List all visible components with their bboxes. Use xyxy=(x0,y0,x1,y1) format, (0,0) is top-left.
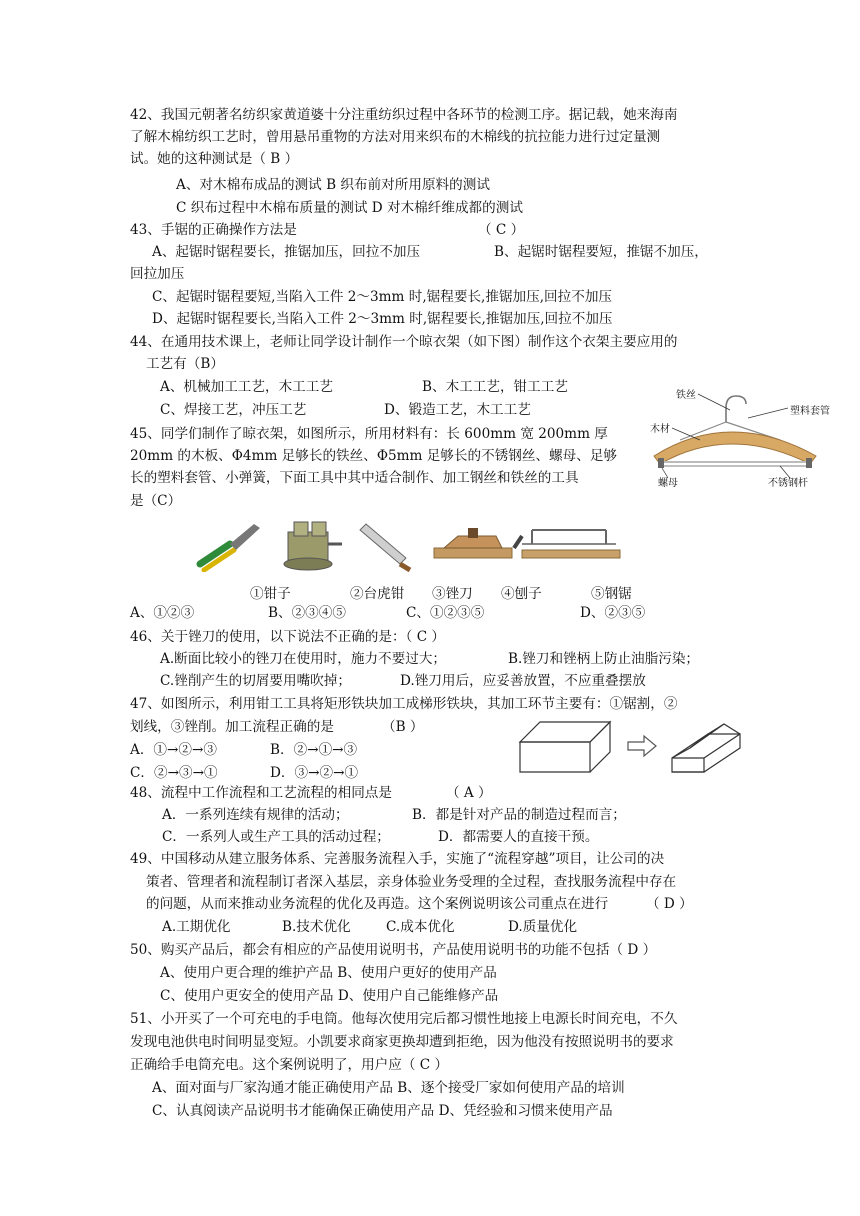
q46-option-a: A.断面比较小的锉刀在使用时，施力不要过大； xyxy=(160,651,447,667)
q43-option-a: A、起锯时锯程要长，推锯加压，回拉不加压 xyxy=(152,244,421,260)
rectangular-block-icon xyxy=(520,722,610,772)
tool-label-plane: ④刨子 xyxy=(501,586,542,602)
bench-vise-icon xyxy=(284,522,342,570)
q43-option-d: D、起锯时锯程要长,当陷入工件 2～3mm 时,锯程要长,推锯加压,回拉不加压 xyxy=(152,311,613,327)
q45-line-3: 长的塑料套管、小弹簧，下面工具中其中适合制作、加工钢丝和铁丝的工具 xyxy=(130,470,579,486)
q44-option-d: D、锻造工艺，木工工艺 xyxy=(384,402,531,418)
q49-line-3: 的问题，从而来推动业务流程的优化及再造。这个案例说明该公司重点在进行 xyxy=(146,896,609,912)
q44-option-b: B、木工工艺，钳工工艺 xyxy=(422,379,568,395)
q48-option-d: D．都需要人的直接干预。 xyxy=(438,829,599,845)
q47-option-b: B．②→①→③ xyxy=(270,742,358,758)
q47-option-c: C．②→③→① xyxy=(130,765,218,781)
q45-option-a: A、①②③ xyxy=(130,605,195,621)
q45-option-d: D、②③⑤ xyxy=(580,605,646,621)
file-tool-icon xyxy=(360,524,410,570)
q47-answer: （B ） xyxy=(382,719,424,735)
q49-answer: （ D ） xyxy=(646,896,693,912)
q50-options-cd: C、使用户更安全的使用产品 D、使用户自己能维修产品 xyxy=(160,988,499,1004)
q42-options-cd: C 织布过程中木棉布质量的测试 D 对木棉纤维成都的测试 xyxy=(176,200,523,216)
q45-line-2: 20mm 的木板、Φ4mm 足够长的铁丝、Φ5mm 足够长的不锈钢丝、螺母、足够 xyxy=(130,448,618,464)
q48-option-c: C．一系列人或生产工具的活动过程； xyxy=(162,829,390,845)
pliers-icon xyxy=(200,524,260,570)
q48-answer: （ A ） xyxy=(446,785,492,801)
tool-label-pliers: ①钳子 xyxy=(250,586,291,602)
q48-option-b: B．都是针对产品的制造过程而言； xyxy=(412,807,626,823)
q42-line-3: 试。她的这种测试是（ B ） xyxy=(130,151,299,167)
q46-option-c: C.锉削产生的切屑要用嘴吹掉； xyxy=(160,673,351,689)
q49-line-1: 49、中国移动从建立服务体系、完善服务流程入手，实施了“流程穿越”项目，让公司的决 xyxy=(130,851,665,867)
q51-line-1: 51、小开买了一个可充电的手电筒。他每次使用完后都习惯性地接上电源长时间充电，不久 xyxy=(130,1011,678,1027)
q48-option-a: A．一系列连续有规律的活动； xyxy=(162,807,349,823)
q46-stem: 46、关于锉刀的使用，以下说法不正确的是：（ C ） xyxy=(130,629,446,645)
q47-line-2: 划线，③锉削。加工流程正确的是 xyxy=(130,719,334,735)
q43-stem: 43、手锯的正确操作方法是 xyxy=(130,222,297,238)
q44-option-c: C、焊接工艺，冲压工艺 xyxy=(160,402,307,418)
q50-options-ab: A、使用户更合理的维护产品 B、使用户更好的使用产品 xyxy=(160,965,497,981)
q43-option-b: B、起锯时锯程要短，推锯不加压， xyxy=(494,244,708,260)
q51-line-2: 发现电池供电时间明显变短。小凯要求商家更换却遭到拒绝，因为他没有按照说明书的要求 xyxy=(130,1034,674,1050)
hanger-label-plastic-sleeve: 塑料套管 xyxy=(790,406,830,417)
tools-figure xyxy=(196,514,626,572)
block-figure xyxy=(518,714,744,778)
trapezoid-block-icon xyxy=(672,724,740,772)
q44-option-a: A、机械加工工艺，木工工艺 xyxy=(160,379,333,395)
q51-options-ab: A、面对面与厂家沟通才能正确使用产品 B、逐个接受厂家如何使用产品的培训 xyxy=(152,1080,625,1096)
hanger-illustration xyxy=(640,378,840,488)
q44-line-1: 44、在通用技术课上，老师让同学设计制作一个晾衣架（如下图）制作这个衣架主要应用的 xyxy=(130,334,678,350)
q46-option-b: B.锉刀和锉柄上防止油脂污染； xyxy=(508,651,700,667)
q43-option-b-cont: 回拉加压 xyxy=(130,266,185,282)
tool-label-vise: ②台虎钳 xyxy=(350,586,405,602)
q42-line-2: 了解木棉纺织工艺时，曾用悬吊重物的方法对用来织布的木棉线的抗拉能力进行过定量测 xyxy=(130,129,661,145)
tool-label-file: ③锉刀 xyxy=(432,586,473,602)
plane-icon xyxy=(434,528,512,558)
q49-option-b: B.技术优化 xyxy=(282,919,351,935)
q46-option-d: D.锉刀用后，应妥善放置，不应重叠摆放 xyxy=(400,673,646,689)
q50-stem: 50、购买产品后，都会有相应的产品使用说明书，产品使用说明书的功能不包括（ D ） xyxy=(130,942,657,958)
q45-option-c: C、①②③⑤ xyxy=(406,605,485,621)
hanger-label-iron-wire: 铁丝 xyxy=(676,390,696,401)
hanger-figure xyxy=(640,378,840,488)
q43-answer: （ C ） xyxy=(478,222,525,238)
hanger-label-wood: 木材 xyxy=(650,424,670,435)
q49-option-c: C.成本优化 xyxy=(386,919,455,935)
tool-label-hacksaw: ⑤钢锯 xyxy=(591,586,632,602)
q49-option-d: D.质量优化 xyxy=(508,919,578,935)
q45-line-1: 45、同学们制作了晾衣架，如图所示，所用材料有：长 600mm 宽 200mm 厚 xyxy=(130,426,608,442)
q45-line-4: 是（C） xyxy=(130,493,182,509)
q45-option-b: B、②③④⑤ xyxy=(268,605,346,621)
q48-stem: 48、流程中工作流程和工艺流程的相同点是 xyxy=(130,785,392,801)
q43-option-c: C、起锯时锯程要短,当陷入工件 2～3mm 时,锯程要长,推锯加压,回拉不加压 xyxy=(152,289,613,305)
q49-line-2: 策者、管理者和流程制订者深入基层，亲身体验业务受理的全过程，查找服务流程中存在 xyxy=(146,874,677,890)
hacksaw-icon xyxy=(514,530,620,558)
arrow-right-icon xyxy=(628,736,656,756)
q51-line-3: 正确给手电筒充电。这个案例说明了，用户应（ C ） xyxy=(130,1057,449,1073)
hanger-label-nut: 螺母 xyxy=(658,478,678,489)
q47-line-1: 47、如图所示，利用钳工工具将矩形铁块加工成梯形铁块，其加工环节主要有：①锯割，② xyxy=(130,696,678,712)
q44-line-2: 工艺有（B） xyxy=(146,356,224,372)
hanger-label-steel-rod: 不锈钢杆 xyxy=(768,478,808,489)
q51-options-cd: C、认真阅读产品说明书才能确保正确使用产品 D、凭经验和习惯来使用产品 xyxy=(152,1103,613,1119)
q49-option-a: A.工期优化 xyxy=(162,919,231,935)
q47-option-d: D．③→②→① xyxy=(270,765,359,781)
q42-line-1: 42、我国元朝著名纺织家黄道婆十分注重纺织过程中各环节的检测工序。据记载，她来海南 xyxy=(130,107,678,123)
q47-option-a: A．①→②→③ xyxy=(130,742,217,758)
q42-options-ab: A、对木棉布成品的测试 B 织布前对所用原料的测试 xyxy=(176,177,490,193)
